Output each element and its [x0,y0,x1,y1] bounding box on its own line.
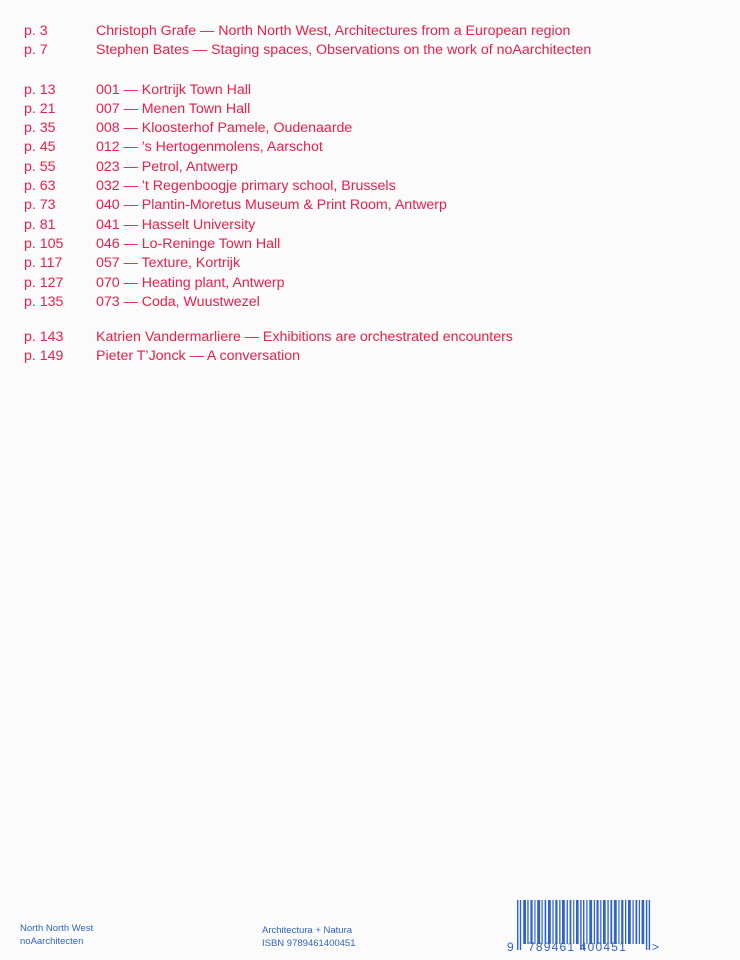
toc-entry-title: 041 — Hasselt University [96,216,256,233]
footer-publisher-info [262,924,356,950]
isbn-barcode [507,896,659,956]
barcode-digits: 789461 400451 [528,940,628,954]
toc-entry-title: Christoph Grafe — North North West, Architectures from a European region [96,23,571,39]
footer-book-info [20,922,93,948]
toc-page-number: p. 7 [24,42,48,59]
toc-entry [24,41,714,60]
barcode-quiet-zone-arrow: > [652,940,660,954]
toc-entry-title: 001 — Kortrijk Town Hall [96,81,252,98]
toc-entry-title: 057 — Texture, Kortrijk [96,255,241,272]
toc-page-number: p. 45 [24,139,56,156]
toc-entry [24,158,714,177]
toc-entry [24,138,714,157]
toc-page-number: p. 21 [24,100,56,117]
toc-entry [24,235,714,254]
toc-entry [24,293,714,312]
toc-entry-title: Pieter T’Jonck — A conversation [96,348,300,365]
toc-essays-group [24,328,714,367]
toc-entry [24,254,714,273]
toc-page-number: p. 13 [24,81,56,98]
toc-entry [24,347,714,366]
toc-page-number: p. 55 [24,158,56,175]
toc-page-number: p. 63 [24,178,56,195]
toc-projects-group [24,81,714,313]
toc-entry-title: 012 — ’s Hertogenmolens, Aarschot [96,139,323,156]
toc-entry-title: 040 — Plantin-Moretus Museum & Print Room, Antwerp [96,197,447,214]
toc-entry [24,100,714,119]
toc-page-number: p. 73 [24,197,56,214]
toc-entry-title: Katrien Vandermarliere — Exhibitions are orchestrated encounters [96,329,513,346]
table-of-contents [24,22,714,367]
toc-entry-title: 046 — Lo-Reninge Town Hall [96,235,281,252]
toc-page-number: p. 81 [24,216,56,233]
toc-entry-title: 070 — Heating plant, Antwerp [96,274,285,291]
toc-entry [24,177,714,196]
toc-entry [24,216,714,235]
book-title: North North West [20,923,94,934]
toc-entry-title: 073 — Coda, Wuustwezel [96,293,260,310]
toc-entry [24,81,714,100]
isbn-text: ISBN 9789461400451 [262,938,356,949]
toc-entry-title: 032 — ’t Regenboogje primary school, Brussels [96,178,396,195]
toc-entry-title: 007 — Menen Town Hall [96,100,251,117]
toc-intro-group [24,22,714,61]
toc-entry-title: Stephen Bates — Staging spaces, Observations on the work of noAarchitecten [96,42,592,59]
toc-page-number: p. 3 [24,23,48,39]
toc-entry-title: 008 — Kloosterhof Pamele, Oudenaarde [96,120,353,137]
toc-entry-title: 023 — Petrol, Antwerp [96,158,238,175]
toc-entry [24,274,714,293]
toc-page-number: p. 143 [24,329,64,346]
publisher-name: Architectura + Natura [262,925,353,936]
toc-page-number: p. 149 [24,348,64,365]
toc-page-number: p. 35 [24,120,56,137]
toc-entry [24,22,714,41]
toc-entry [24,196,714,215]
toc-page-number: p. 117 [24,255,63,272]
toc-entry [24,119,714,138]
book-author: noAarchitecten [20,936,84,947]
toc-page-number: p. 105 [24,235,64,252]
toc-entry [24,328,714,347]
barcode-lead-digit: 9 [507,940,514,954]
toc-page-number: p. 127 [24,274,64,291]
toc-page-number: p. 135 [24,293,64,310]
